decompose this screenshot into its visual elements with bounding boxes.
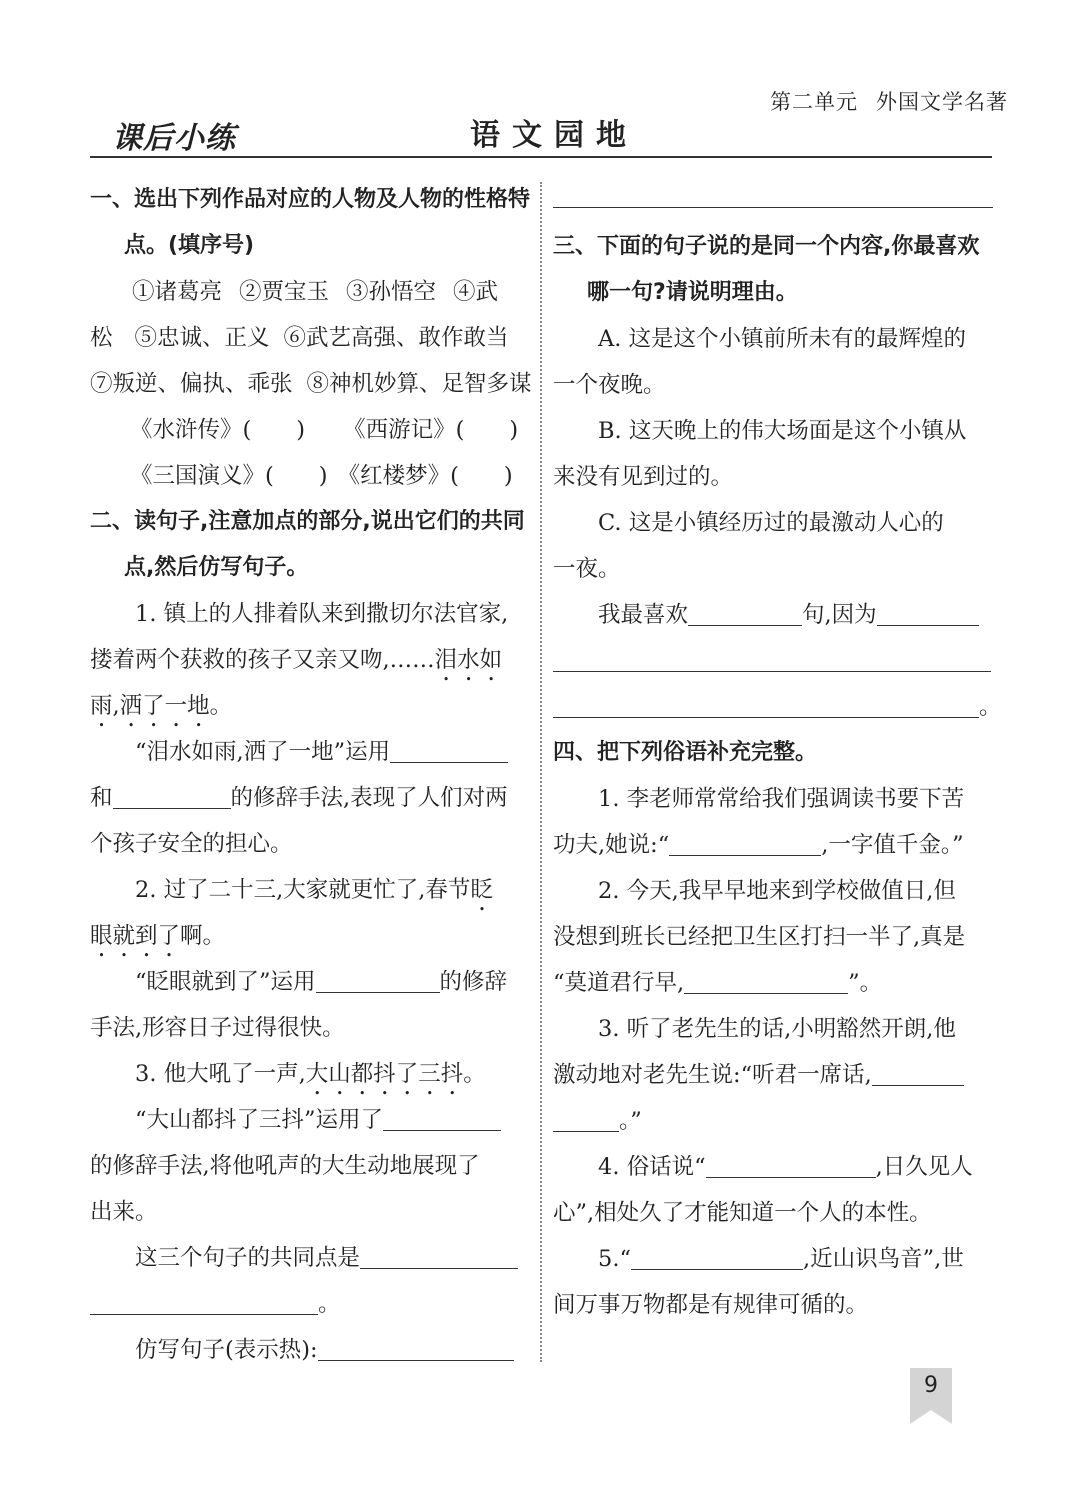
q1-options-line3 — [90, 361, 530, 407]
q2-s2-line1 — [90, 867, 530, 913]
q1-books-line1 — [90, 407, 530, 453]
q2-common-end: 。 — [318, 1291, 341, 1317]
option-6: ⑥武艺高强、敢作敢当 — [283, 325, 509, 351]
book-honglou[interactable]: 《红楼梦》( ) — [337, 463, 513, 489]
option-4-cont: 松 — [90, 325, 113, 351]
q2-title: 二、读句子,注意加点的部分,说出它们的共同 — [90, 509, 525, 534]
q3-option-a-cont: 一个夜晚。 — [553, 372, 666, 398]
q2-imitate-blank[interactable] — [318, 1332, 514, 1361]
q2-s1-line2 — [90, 637, 530, 683]
q4-p4-line1 — [553, 1144, 993, 1190]
q1-title: 一、选出下列作品对应的人物及人物的性格特 — [90, 187, 531, 212]
q4-p4-blank[interactable] — [706, 1149, 876, 1178]
q2-imitate-label: 仿写句子(表示热): — [135, 1337, 318, 1363]
option-1: ①诸葛亮 — [132, 279, 223, 305]
q3-title: 三、下面的句子说的是同一个内容,你最喜欢 — [553, 234, 980, 259]
q3-option-a: A. 这是这个小镇前所未有的最辉煌的 — [598, 326, 967, 352]
q4-p3-line3 — [553, 1098, 993, 1144]
option-7: ⑦叛逆、偏执、乖张 — [90, 371, 293, 397]
q2-s1-blank1[interactable] — [390, 734, 508, 763]
q2-s2-text: 2. 过了二十三,大家就更忙了,春节 — [135, 877, 471, 903]
q4-p5-blank[interactable] — [631, 1241, 803, 1270]
q2-common-blank2[interactable] — [90, 1286, 318, 1315]
q2-s2-dotted-cont: 眼就到了 — [90, 923, 181, 949]
q2-s1-question-cont: 的修辞手法,表现了人们对两 — [230, 785, 508, 811]
q3-option-c: C. 这是小镇经历过的最激动人心的 — [598, 510, 944, 536]
answer-line-top[interactable] — [553, 177, 993, 208]
option-8: ⑧神机妙算、足智多谋 — [306, 371, 532, 397]
q4-p3-blank[interactable] — [872, 1057, 964, 1086]
q2-title-cont: 点,然后仿写句子。 — [124, 555, 309, 580]
q4-p5-line2: 间万事万物都是有规律可循的。 — [553, 1292, 869, 1318]
q2-common-line2 — [90, 1281, 530, 1327]
q4-p5-cont: ,近山识鸟音”,世 — [802, 1246, 964, 1272]
q2-s3-dotted: 大山都抖了三抖 — [305, 1061, 464, 1087]
q4-p5-line1 — [553, 1236, 993, 1282]
q1-options-line1 — [90, 269, 530, 315]
book-xiyou[interactable]: 《西游记》( ) — [343, 417, 519, 443]
q2-s2-dotted: 眨 — [470, 877, 493, 903]
section-mark: 课后小练 — [112, 121, 236, 156]
q2-s3-blank[interactable] — [383, 1102, 501, 1131]
q2-s1-dotted: 泪水如 — [434, 647, 503, 673]
q3-option-b: B. 这天晚上的伟大场面是这个小镇从 — [598, 418, 967, 444]
q2-imitate-line — [90, 1327, 530, 1373]
q3-title-cont: 哪一句?请说明理由。 — [587, 280, 798, 305]
q4-p1-line1: 1. 李老师常常给我们强调读书要下苦 — [598, 786, 965, 812]
q2-s3-question-line3: 出来。 — [90, 1199, 158, 1225]
q3-reason-blank[interactable] — [877, 597, 979, 626]
q3-option-c-cont: 一夜。 — [553, 556, 621, 582]
q4-p4-cont: ,日久见人 — [875, 1154, 973, 1180]
q4-p2-line2: 没想到班长已经把卫生区打扫一半了,真是 — [553, 924, 966, 950]
q2-s2-end: 啊。 — [180, 923, 226, 949]
q2-s2-blank[interactable] — [316, 964, 440, 993]
option-5: ⑤忠诚、正义 — [134, 325, 270, 351]
unit-heading — [770, 86, 1008, 116]
q3-reason-label: 句,因为 — [802, 602, 877, 628]
page-number: 9 — [924, 1373, 938, 1398]
q2-s3-question — [90, 1097, 530, 1143]
q3-answer-label: 我最喜欢 — [598, 602, 689, 628]
q3-answer-line3 — [553, 684, 1002, 730]
q2-s1-dotted-cont: 雨,洒了一地 — [90, 693, 210, 719]
book-sanguo[interactable]: 《三国演义》( ) — [130, 463, 328, 489]
q4-p4-line2: 心”,相处久了才能知道一个人的本性。 — [553, 1200, 932, 1226]
q2-s3-question-text: “大山都抖了三抖”运用了 — [135, 1107, 384, 1133]
q2-s1-question-line3: 个孩子安全的担心。 — [90, 831, 293, 857]
q4-p2-end: ”。 — [848, 970, 883, 996]
q4-p1-blank[interactable] — [669, 827, 821, 856]
page-title: 语文园地 — [470, 118, 638, 153]
q2-s3-question-line2: 的修辞手法,将他吼声的大生动地展现了 — [90, 1153, 480, 1179]
right-column — [553, 177, 1002, 1328]
q2-common-label: 这三个句子的共同点是 — [135, 1245, 361, 1271]
q2-s1-line3 — [90, 683, 530, 729]
q4-title: 四、把下列俗语补充完整。 — [553, 740, 818, 765]
q4-p3-line2 — [553, 1052, 993, 1098]
q2-s2-question-line2: 手法,形容日子过得很快。 — [90, 1015, 345, 1041]
q2-s1-end: 。 — [209, 693, 233, 719]
q3-choice-blank[interactable] — [688, 597, 802, 626]
book-shuihu[interactable]: 《水浒传》( ) — [130, 417, 306, 443]
q2-s3-end: 。 — [463, 1061, 486, 1087]
q1-options-line2 — [90, 315, 530, 361]
q2-s2-question-text: “眨眼就到了”运用 — [135, 969, 316, 995]
q3-reason-blank2[interactable] — [553, 643, 991, 672]
left-column — [90, 177, 530, 1373]
q2-s1-text: 搂着两个获救的孩子又亲又吻,…… — [90, 647, 435, 673]
q2-s2-question — [90, 959, 530, 1005]
q2-s3-line1 — [90, 1051, 530, 1097]
q3-reason-blank3[interactable] — [553, 689, 979, 718]
q2-s1-and: 和 — [90, 785, 113, 811]
q2-s1-question-text: “泪水如雨,洒了一地”运用 — [135, 739, 391, 765]
q4-p3-end: 。” — [619, 1108, 642, 1134]
column-divider — [540, 182, 542, 1362]
q4-p2-text: “莫道君行早, — [553, 970, 685, 996]
q4-p3-line1: 3. 听了老先生的话,小明豁然开朗,他 — [598, 1016, 956, 1042]
q2-s1-line1: 1. 镇上的人排着队来到撒切尔法官家, — [135, 601, 509, 627]
header-divider — [90, 156, 992, 158]
q1-books-line2 — [90, 453, 530, 499]
q2-common-blank[interactable] — [360, 1240, 518, 1269]
q4-p3-blank2[interactable] — [553, 1103, 619, 1132]
q4-p2-line3 — [553, 960, 993, 1006]
q4-p1-text: 功夫,她说:“ — [553, 832, 670, 858]
unit-label: 第二单元 — [770, 90, 858, 114]
unit-title: 外国文学名著 — [876, 90, 1008, 114]
q3-answer-line — [553, 592, 993, 638]
option-4: ④武 — [453, 279, 499, 305]
q2-common-line — [90, 1235, 530, 1281]
q2-s2-question-cont: 的修辞 — [439, 969, 508, 995]
q1-title-cont: 点。(填序号) — [124, 233, 255, 258]
q4-p2-line1: 2. 今天,我早早地来到学校做值日,但 — [598, 878, 956, 904]
q2-s3-text: 3. 他大吼了一声, — [135, 1061, 306, 1087]
option-2: ②贾宝玉 — [239, 279, 330, 305]
q4-p1-end: ,一字值千金。” — [821, 832, 964, 858]
q4-p1-line2 — [553, 822, 993, 868]
q2-s1-blank2[interactable] — [113, 780, 231, 809]
q2-s1-question-line2 — [90, 775, 530, 821]
q3-option-b-cont: 来没有见到过的。 — [553, 464, 734, 490]
q4-p4-text: 4. 俗话说“ — [598, 1154, 706, 1180]
q2-s2-line2 — [90, 913, 530, 959]
q4-p5-text: 5.“ — [598, 1246, 631, 1272]
q3-answer-line2 — [553, 638, 993, 684]
option-3: ③孙悟空 — [346, 279, 437, 305]
q3-answer-end: 。 — [979, 694, 1002, 720]
q4-p3-text: 激动地对老先生说:“听君一席话, — [553, 1062, 872, 1088]
q4-p2-blank[interactable] — [684, 965, 848, 994]
q2-s1-question — [90, 729, 530, 775]
